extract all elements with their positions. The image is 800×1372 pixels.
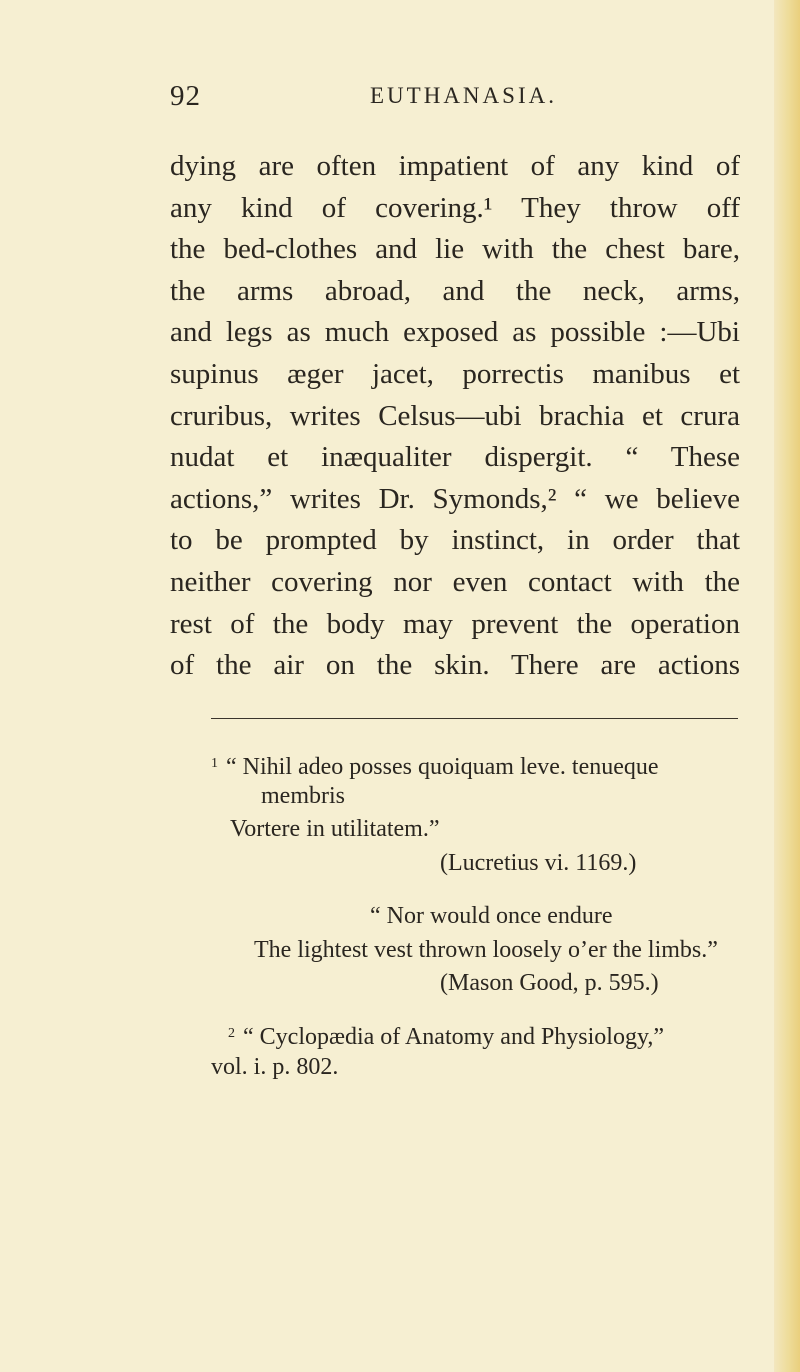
body-line: actions,” writes Dr. Symonds,² “ we believe	[170, 482, 740, 515]
footnote-1-line: The lightest vest thrown loosely o’er the limbs.”	[254, 937, 718, 963]
body-line: supinus æger jacet, porrectis manibus et	[170, 357, 740, 390]
footnote-1-line: (Mason Good, p. 595.)	[440, 970, 659, 996]
body-line: dying are often impatient of any kind of	[170, 150, 740, 182]
page-number: 92	[170, 80, 201, 112]
body-line: cruribus, writes Celsus—ubi brachia et crura	[170, 399, 740, 432]
page-edge	[774, 0, 800, 1372]
body-line: any kind of covering.¹ They throw off	[170, 191, 740, 224]
body-line: the arms abroad, and the neck, arms,	[170, 274, 740, 307]
footnote-1-line: “ Nor would once endure	[370, 903, 613, 929]
footnote-1-line: Vortere in utilitatem.”	[230, 816, 440, 842]
body-line: nudat et inæqualiter dispergit. “ These	[170, 441, 740, 474]
page-header	[170, 80, 700, 120]
footnote-1-line	[211, 748, 659, 783]
body-line: to be prompted by instinct, in order that	[170, 524, 740, 557]
footnote-1-line: (Lucretius vi. 1169.)	[440, 850, 637, 876]
body-line: neither covering nor even contact with the	[170, 565, 740, 598]
body-line: rest of the body may prevent the operation	[170, 607, 740, 640]
footnote-marker: 2	[228, 1026, 235, 1041]
footnote-2-line	[228, 1018, 664, 1053]
body-line: and legs as much exposed as possible :—Ubi	[170, 316, 740, 349]
footnote-text: “ Cyclopædia of Anatomy and Physiology,”	[243, 1024, 665, 1050]
footnote-2-line: vol. i. p. 802.	[211, 1054, 339, 1080]
body-line: the bed-clothes and lie with the chest bare,	[170, 233, 740, 266]
footnote-marker: 1	[211, 756, 218, 771]
footnote-text: “ Nihil adeo posses quoiquam leve. tenueque	[226, 754, 659, 780]
body-paragraph	[170, 146, 740, 687]
footnote-rule	[211, 718, 738, 719]
footnote-1-line: membris	[261, 783, 345, 809]
running-head: EUTHANASIA.	[370, 83, 557, 108]
body-line: of the air on the skin. There are actions	[170, 649, 740, 682]
